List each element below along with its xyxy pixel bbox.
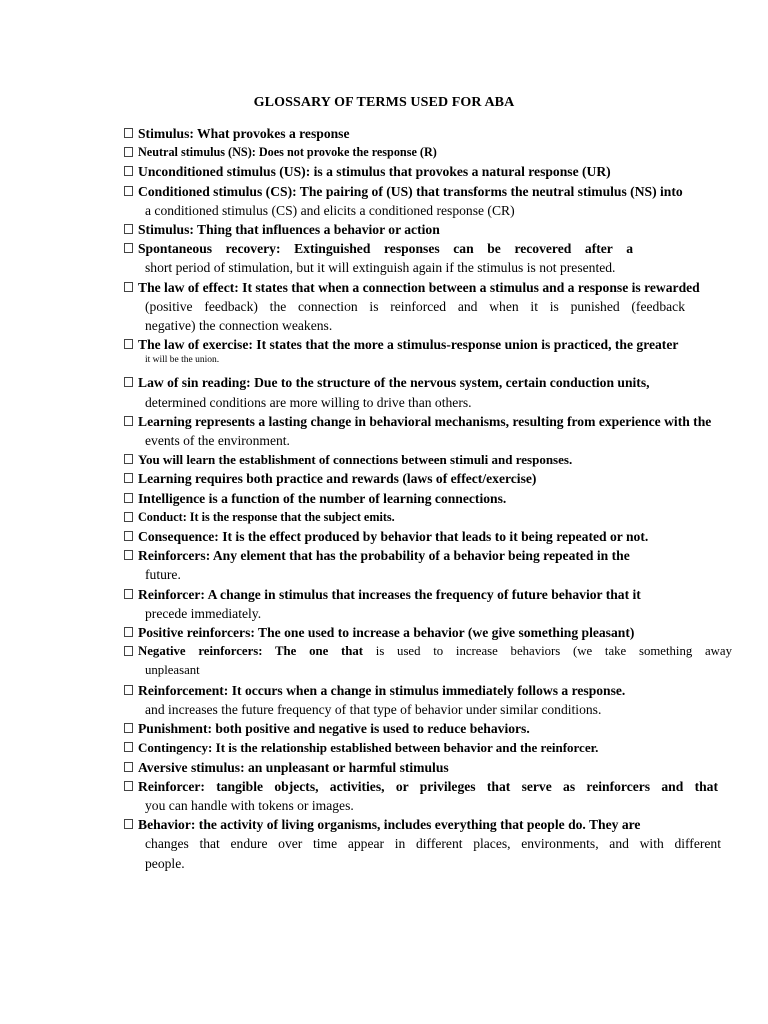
entry-text: Conduct: It is the response that the subject emits. <box>138 509 395 524</box>
entry-continuation: negative) the connection weakens. <box>145 318 333 334</box>
missing-glyph-bullet-icon <box>124 128 133 138</box>
glossary-entry <box>124 278 766 336</box>
entry-text: Reinforcer: A change in stimulus that increases the frequency of future behavior that it <box>138 586 641 602</box>
missing-glyph-bullet-icon <box>124 377 133 387</box>
missing-glyph-bullet-icon <box>124 339 133 349</box>
glossary-entry <box>124 182 766 220</box>
missing-glyph-bullet-icon <box>124 819 133 829</box>
missing-glyph-bullet-icon <box>124 550 133 560</box>
glossary-entry <box>124 546 766 584</box>
glossary-entry <box>124 124 766 143</box>
missing-glyph-bullet-icon <box>124 685 133 695</box>
missing-glyph-bullet-icon <box>124 416 133 426</box>
glossary-entry <box>124 681 766 719</box>
entry-continuation: (positive feedback) the connection is reinforced and when it is punished (feedback <box>145 298 685 314</box>
glossary-entry <box>124 623 766 642</box>
entry-continuation: people. <box>145 855 185 871</box>
missing-glyph-bullet-icon <box>124 512 133 522</box>
entry-text: Neutral stimulus (NS): Does not provoke the response (R) <box>138 145 437 160</box>
entry-text: Conditioned stimulus (CS): The pairing of (US) that transforms the neutral stimulus (NS) into <box>138 183 683 199</box>
entry-text: Spontaneous recovery: Extinguished responses can be recovered after a <box>138 241 633 257</box>
entry-text-regular: is used to increase behaviors (we take something away <box>375 644 733 659</box>
entry-text: Aversive stimulus: an unpleasant or harmful stimulus <box>138 759 449 775</box>
missing-glyph-bullet-icon <box>124 742 133 752</box>
missing-glyph-bullet-icon <box>124 243 133 253</box>
missing-glyph-bullet-icon <box>124 531 133 541</box>
missing-glyph-bullet-icon <box>124 147 133 157</box>
missing-glyph-bullet-icon <box>124 454 133 464</box>
glossary-entry <box>124 585 766 623</box>
entry-continuation: changes that endure over time appear in different places, environments, and with different <box>145 836 721 852</box>
entry-text: Law of sin reading: Due to the structure of the nervous system, certain conduction units, <box>138 375 650 391</box>
missing-glyph-bullet-icon <box>124 781 133 791</box>
entry-continuation: future. <box>145 567 181 583</box>
entry-continuation: you can handle with tokens or images. <box>145 797 354 813</box>
entry-text: The law of exercise: It states that the more a stimulus-response union is practiced, the greater <box>138 337 679 353</box>
entry-text: Contingency: It is the relationship established between behavior and the reinforcer. <box>138 740 599 756</box>
entry-text-bold: Negative reinforcers: The one that <box>138 644 364 659</box>
glossary-list <box>124 124 766 873</box>
glossary-entry <box>124 469 766 488</box>
entry-continuation: a conditioned stimulus (CS) and elicits a conditioned response (CR) <box>145 202 515 218</box>
entry-text: Intelligence is a function of the number of learning connections. <box>138 490 507 506</box>
entry-text: Learning represents a lasting change in behavioral mechanisms, resulting from experience with the <box>138 413 712 429</box>
entry-text: Consequence: It is the effect produced by behavior that leads to it being repeated or not. <box>138 529 649 545</box>
entry-text: Reinforcement: It occurs when a change in stimulus immediately follows a response. <box>138 682 626 698</box>
missing-glyph-bullet-icon <box>124 493 133 503</box>
glossary-entry <box>124 373 766 411</box>
glossary-entry <box>124 527 766 546</box>
glossary-entry <box>124 508 766 527</box>
entry-text: Unconditioned stimulus (US): is a stimulus that provokes a natural response (UR) <box>138 164 611 180</box>
missing-glyph-bullet-icon <box>124 186 133 196</box>
missing-glyph-bullet-icon <box>124 627 133 637</box>
missing-glyph-bullet-icon <box>124 166 133 176</box>
entry-text: Behavior: the activity of living organisms, includes everything that people do. They are <box>138 817 641 833</box>
glossary-entry <box>124 220 766 239</box>
glossary-entry <box>124 777 766 815</box>
entry-continuation: unpleasant <box>145 663 200 678</box>
entry-text: Reinforcers: Any element that has the probability of a behavior being repeated in the <box>138 548 630 564</box>
glossary-entry <box>124 412 766 450</box>
entry-text: Learning requires both practice and rewards (laws of effect/exercise) <box>138 471 537 487</box>
missing-glyph-bullet-icon <box>124 723 133 733</box>
glossary-entry <box>124 489 766 508</box>
entry-continuation: events of the environment. <box>145 433 290 449</box>
entry-continuation: determined conditions are more willing to drive than others. <box>145 394 472 410</box>
entry-continuation: precede immediately. <box>145 605 262 621</box>
entry-text: Stimulus: Thing that influences a behavior or action <box>138 222 440 238</box>
missing-glyph-bullet-icon <box>124 646 133 656</box>
missing-glyph-bullet-icon <box>124 224 133 234</box>
glossary-entry <box>124 450 766 469</box>
glossary-entry <box>124 758 766 777</box>
entry-text: You will learn the establishment of connections between stimuli and responses. <box>138 452 573 468</box>
entry-continuation: it will be the union. <box>145 355 220 366</box>
glossary-entry <box>124 738 766 757</box>
glossary-entry <box>124 335 766 366</box>
glossary-entry <box>124 239 766 277</box>
entry-text <box>138 642 732 661</box>
glossary-entry <box>124 642 766 680</box>
entry-text: Reinforcer: tangible objects, activities, or privileges that serve as reinforcers and that <box>138 778 718 794</box>
missing-glyph-bullet-icon <box>124 589 133 599</box>
missing-glyph-bullet-icon <box>124 282 133 292</box>
entry-text: Stimulus: What provokes a response <box>138 126 350 141</box>
missing-glyph-bullet-icon <box>124 762 133 772</box>
glossary-entry <box>124 815 766 873</box>
glossary-entry <box>124 143 766 162</box>
page-title: GLOSSARY OF TERMS USED FOR ABA <box>253 95 515 110</box>
entry-continuation: and increases the future frequency of that type of behavior under similar conditions. <box>145 701 602 717</box>
entry-text: Punishment: both positive and negative is used to reduce behaviors. <box>138 721 530 737</box>
missing-glyph-bullet-icon <box>124 473 133 483</box>
glossary-entry <box>124 162 766 181</box>
entry-continuation: short period of stimulation, but it will extinguish again if the stimulus is not presented. <box>145 260 616 276</box>
glossary-entry <box>124 719 766 738</box>
entry-text: The law of effect: It states that when a connection between a stimulus and a response is rewarded <box>138 279 700 295</box>
entry-text: Positive reinforcers: The one used to increase a behavior (we give something pleasant) <box>138 625 635 641</box>
